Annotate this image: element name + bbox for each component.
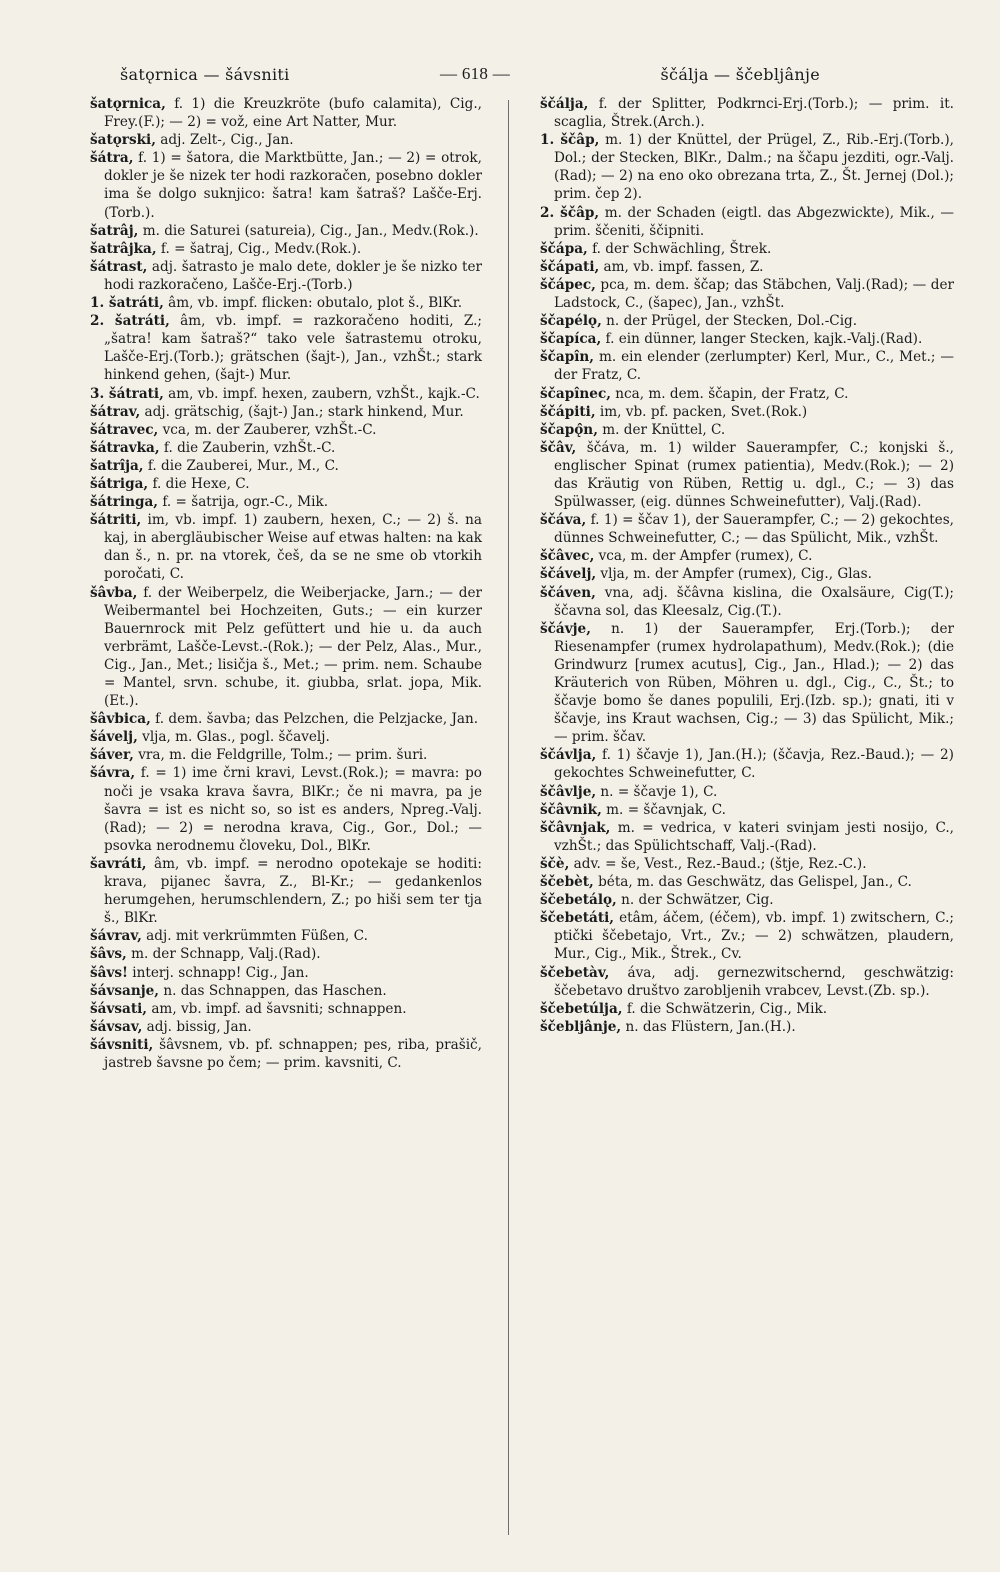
dictionary-entry: [540, 312, 954, 330]
entry-definition: béta, m. das Geschwätz, das Gelispel, Jan., C.: [593, 874, 912, 891]
dictionary-entry: [540, 330, 954, 348]
dictionary-entry: [540, 565, 954, 583]
entry-definition: im, vb. pf. packen, Svet.(Rok.): [595, 403, 808, 420]
dictionary-entry: [540, 620, 954, 747]
entry-headword: 1. šatráti,: [90, 295, 164, 312]
entry-definition: n. das Schnappen, das Haschen.: [159, 982, 387, 999]
entry-headword: ščebetàv,: [540, 964, 610, 981]
entry-definition: f. der Weiberpelz, die Weiberjacke, Jarn.; — der Weibermantel bei Hochzeiten, Guts.; — ein kurzer Bauernrock mit Pelz gefüttert und hie u. da auch verbrämt, Lašče-Levst.-(Rok.); — der Pelz, Alas., Mur., Cig., Jan., Met.; lisičja š., Met.; — prim. nem. Schaube = Mantel, srvn. schube, it. giubba, srlat. jopa, Mik.(Et.).: [104, 584, 482, 710]
dictionary-entry: [540, 385, 954, 403]
entry-definition: f. dem. šavba; das Pelzchen, die Pelzjacke, Jan.: [150, 711, 479, 728]
entry-definition: vlja, m. der Ampfer (rumex), Cig., Glas.: [596, 566, 872, 583]
entry-headword: šávrav,: [90, 928, 142, 945]
dictionary-entry: [90, 855, 482, 927]
dictionary-entry: [540, 131, 954, 203]
entry-headword: ščápati,: [540, 258, 600, 275]
dictionary-entry: [540, 1018, 954, 1036]
dictionary-entry: [90, 964, 482, 982]
dictionary-entry: [90, 1018, 482, 1036]
dictionary-entry: [540, 348, 954, 384]
dictionary-entry: [90, 927, 482, 945]
dictionary-entry: [540, 1000, 954, 1018]
entry-headword: šatǫrnica,: [90, 96, 166, 112]
entry-headword: šavráti,: [90, 855, 147, 872]
dictionary-entry: [540, 403, 954, 421]
entry-definition: ščáva, m. 1) wilder Sauerampfer, C.; konjski š., englischer Spinat (rumex patientia), Medv.(Rok.); — 2) das Kräutig von Rüben, Rettig u. dgl., C.; — 3) das Spülwasser, (eig. dünnes Schweinefutter), Valj.(Rad).: [554, 439, 954, 511]
entry-definition: m. der Knüttel, C.: [597, 421, 726, 438]
entry-headword: šátriga,: [90, 475, 149, 492]
dictionary-entry: [90, 1000, 482, 1018]
dictionary-entry: [540, 204, 954, 240]
dictionary-entry: [540, 511, 954, 547]
entry-definition: adj. šatrasto je malo dete, dokler je še nizko ter hodi razkoračeno, Lašče-Erj.-(Torb.): [104, 258, 482, 293]
entry-headword: ščâvlje,: [540, 783, 597, 800]
dictionary-entry: [540, 873, 954, 891]
dictionary-entry: [540, 855, 954, 873]
entry-headword: šáver,: [90, 747, 134, 764]
entry-definition: f. die Zauberei, Mur., M., C.: [143, 457, 339, 474]
entry-definition: nca, m. dem. ščapin, der Fratz, C.: [610, 385, 849, 402]
entry-headword: ščálja,: [540, 96, 589, 112]
entry-headword: ščapînec,: [540, 385, 611, 402]
entry-headword: šátrast,: [90, 258, 148, 275]
entry-headword: ščebetúlja,: [540, 1000, 623, 1017]
entry-definition: adv. = še, Vest., Rez.-Baud.; (štje, Rez.-C.).: [569, 855, 867, 872]
header-left: šatǫrnica — šávsniti: [120, 64, 290, 84]
dictionary-entry: [540, 421, 954, 439]
entry-definition: f. = 1) ime črni kravi, Levst.(Rok.); = mavra: po noči je vsaka krava šavra, BlKr.; če ni mavra, pa je šavra = ist es nicht so, so ist es anders, Npreg.-Valj. (Rad); — 2) = nerodna krava, Cig., Gor., Dol.; — psovka nerodnemu človeku, Dol., BlKr.: [104, 765, 482, 854]
entry-headword: šatrâjka,: [90, 240, 157, 257]
entry-definition: m. die Saturei (satureia), Cig., Jan., Medv.(Rok.).: [138, 222, 479, 239]
dictionary-entry: [540, 584, 954, 620]
entry-definition: vca, m. der Ampfer (rumex), C.: [594, 548, 813, 565]
entry-definition: etâm, áčem, (éčem), vb. impf. 1) zwitschern, C.; ptički ščebetajo, Vrt., Zv.; — 2) schwätzen, plaudern, Mur., Cig., Mik., Štrek., Cv.: [554, 910, 954, 963]
dictionary-entry: [90, 258, 482, 294]
entry-definition: âm, vb. impf. = razkoračeno hoditi, Z.; „šatra! kam šatraš?“ tako vele šatrastemu otroku, Lašče-Erj.(Torb.); grätschen (šajt-), Jan., vzhŠt.; stark hinkend gehen, (šajt-) Mur.: [104, 313, 482, 384]
dictionary-entry: [90, 982, 482, 1000]
dictionary-entry: [90, 457, 482, 475]
entry-headword: ščâv,: [540, 439, 577, 456]
entry-headword: šâvba,: [90, 584, 138, 601]
entry-headword: ščebljânje,: [540, 1018, 622, 1035]
dictionary-entry: [90, 95, 482, 131]
entry-headword: ščebetáti,: [540, 910, 614, 927]
entry-headword: ščávelj,: [540, 566, 597, 583]
entry-headword: šávra,: [90, 765, 136, 782]
entry-headword: šâvs,: [90, 946, 127, 963]
entry-definition: f. der Schwächling, Štrek.: [587, 240, 772, 257]
entry-headword: ščebèt,: [540, 874, 594, 891]
dictionary-entry: [90, 493, 482, 511]
entry-definition: adj. mit verkrümmten Füßen, C.: [141, 928, 368, 945]
entry-headword: šátriti,: [90, 512, 142, 529]
dictionary-entry: [540, 783, 954, 801]
dictionary-entry: [90, 294, 482, 312]
entry-definition: f. der Splitter, Podkrnci-Erj.(Torb.); — prim. it. scaglia, Štrek.(Arch.).: [554, 96, 954, 131]
dictionary-entry: [540, 240, 954, 258]
entry-headword: ščapélǫ,: [540, 313, 602, 330]
entry-headword: 2. šatráti,: [90, 313, 170, 330]
dictionary-entry: [540, 547, 954, 565]
entry-definition: vlja, m. Glas., pogl. ščavelj.: [137, 729, 330, 746]
entry-headword: ščáva,: [540, 512, 587, 529]
dictionary-entry: [540, 891, 954, 909]
dictionary-entry: [90, 764, 482, 854]
column-divider: [508, 100, 509, 1535]
entry-headword: šátrav,: [90, 403, 141, 420]
dictionary-entry: [540, 95, 954, 131]
entry-headword: ščâvnjak,: [540, 819, 611, 836]
entry-definition: f. die Zauberin, vzhŠt.-C.: [159, 439, 336, 456]
entry-headword: šâvbica,: [90, 711, 151, 728]
entry-definition: n. 1) der Sauerampfer, Erj.(Torb.); der Riesenampfer (rumex hydrolapathum), Medv.(Rok.); (die Grindwurz [rumex acutus], Cig., Jan., Hlad.); — 2) das Kräuterich von Rüben, Möhren u. dgl., Cig., C., Št.; to ščavje bomo še danes populili, Erj.(Izb. sp.); gnati, iti v ščavje, ins Kraut wachsen, Cig.; — 3) das Spülicht, Mik.; — prim. ščav.: [554, 620, 954, 746]
dictionary-entry: [90, 312, 482, 384]
right-column: [540, 95, 954, 1036]
entry-headword: šávsav,: [90, 1018, 143, 1035]
entry-definition: m. ein elender (zerlumpter) Kerl, Mur., C., Met.; — der Fratz, C.: [554, 349, 954, 384]
dictionary-entry: [90, 945, 482, 963]
entry-headword: šâvs!: [90, 964, 128, 981]
entry-definition: vna, adj. ščâvna kislina, die Oxalsäure, Cig(T.); ščavna sol, das Kleesalz, Cig.(T.).: [554, 584, 954, 619]
entry-headword: ščâvec,: [540, 548, 595, 565]
entry-definition: f. = šatrija, ogr.-C., Mik.: [158, 494, 329, 511]
dictionary-entry: [90, 421, 482, 439]
entry-headword: ščápec,: [540, 276, 596, 293]
entry-definition: m. 1) der Knüttel, der Prügel, Z., Rib.-Erj.(Torb.), Dol.; der Stecken, BlKr., Dalm.; na ščapu jezditi, ogr.-Valj.(Rad); — 2) na eno oko obrezana trta, Z., Št. Jernej (Dol.); prim. čep 2).: [554, 132, 954, 203]
entry-definition: im, vb. impf. 1) zaubern, hexen, C.; — 2) š. na kaj, in abergläubischer Weise auf etwas halten: na kak dan š., n. pr. na vtorek, češ, da se ne sme ob vtorkih poročati, C.: [104, 512, 482, 583]
entry-definition: adj. Zelt-, Cig., Jan.: [155, 132, 294, 149]
entry-definition: f. = šatraj, Cig., Medv.(Rok.).: [156, 240, 362, 257]
entry-definition: šâvsnem, vb. pf. schnappen; pes, riba, prašič, jastreb šavsne po čem; — prim. kavsniti, C.: [104, 1036, 482, 1071]
entry-definition: f. die Schwätzerin, Cig., Mik.: [622, 1000, 828, 1017]
dictionary-entry: [540, 801, 954, 819]
entry-definition: f. die Hexe, C.: [148, 475, 250, 492]
entry-headword: ščápiti,: [540, 403, 596, 420]
dictionary-entry: [90, 131, 482, 149]
dictionary-entry: [540, 276, 954, 312]
entry-definition: f. 1) ščavje 1), Jan.(H.); (ščavja, Rez.-Baud.); — 2) gekochtes Schweinefutter, C.: [554, 747, 954, 782]
dictionary-entry: [90, 475, 482, 493]
entry-headword: šávelj,: [90, 729, 138, 746]
entry-definition: n. das Flüstern, Jan.(H.).: [621, 1018, 796, 1035]
entry-definition: am, vb. impf. ad šavsniti; schnappen.: [147, 1000, 407, 1017]
entry-definition: interj. schnapp! Cig., Jan.: [127, 964, 309, 981]
entry-headword: šávsanje,: [90, 982, 160, 999]
dictionary-entry: [90, 728, 482, 746]
dictionary-entry: [90, 511, 482, 583]
entry-definition: f. 1) = šatora, die Marktbütte, Jan.; — 2) = otrok, dokler je še nizek ter hodi razkoračen, posebno dokler ima še dolgo suknjico: šatra! kam šatraš? Lašče-Erj. (Torb.).: [104, 150, 482, 221]
entry-definition: m. der Schnapp, Valj.(Rad).: [126, 946, 321, 963]
entry-definition: adj. grätschig, (šajt-) Jan.; stark hinkend, Mur.: [140, 403, 464, 420]
entry-definition: áva, adj. gernezwitschernd, geschwätzig: ščebetavo društvo zarobljenih vrabcev, Levst.(Zb. sp.).: [554, 964, 954, 999]
entry-headword: ščè,: [540, 855, 570, 872]
entry-definition: n. = ščavje 1), C.: [596, 783, 718, 800]
entry-definition: âm, vb. impf. flicken: obutalo, plot š., BlKr.: [163, 295, 463, 312]
entry-definition: pca, m. dem. ščap; das Stäbchen, Valj.(Rad); — der Ladstock, C., (šapec), Jan., vzhŠt.: [554, 276, 954, 312]
entry-headword: šatrâj,: [90, 222, 139, 239]
entry-headword: šávsati,: [90, 1000, 147, 1017]
dictionary-entry: [540, 746, 954, 782]
entry-definition: f. 1) die Kreuzkröte (bufo calamita), Cig., Frey.(F.); — 2) = vož, eine Art Natter, Mur.: [104, 96, 482, 131]
entry-definition: vra, m. die Feldgrille, Tolm.; — prim. šuri.: [133, 747, 428, 764]
page-number: — 618 —: [439, 64, 511, 83]
entry-headword: šátravec,: [90, 421, 159, 438]
dictionary-entry: [90, 439, 482, 457]
entry-headword: šávsniti,: [90, 1036, 154, 1053]
entry-definition: f. 1) = ščav 1), der Sauerampfer, C.; — 2) gekochtes, dünnes Schweinefutter, C.; — das Spülicht, Mik., vzhŠt.: [554, 512, 954, 547]
entry-headword: šátringa,: [90, 494, 158, 511]
dictionary-entry: [90, 222, 482, 240]
dictionary-entry: [90, 1036, 482, 1072]
dictionary-entry: [540, 439, 954, 511]
dictionary-entry: [90, 584, 482, 711]
entry-headword: ščebetálǫ,: [540, 892, 617, 909]
entry-definition: am, vb. impf. fassen, Z.: [599, 258, 764, 275]
entry-headword: 2. ščâp,: [540, 204, 600, 221]
entry-definition: vca, m. der Zauberer, vzhŠt.-C.: [158, 421, 377, 438]
left-column: [90, 95, 482, 1072]
dictionary-entry: [90, 403, 482, 421]
dictionary-entry: [90, 240, 482, 258]
dictionary-entry: [90, 385, 482, 403]
entry-definition: f. ein dünner, langer Stecken, kajk.-Valj.(Rad).: [601, 331, 923, 348]
entry-headword: 3. šátrati,: [90, 385, 164, 402]
entry-definition: âm, vb. impf. = nerodno opotekaje se hoditi: krava, pijanec šavra, Z., Bl-Kr.; — gedankenlos herumgehen, herumschlendern, Z.; po hiši sem ter tja š., BlKr.: [104, 855, 482, 927]
entry-headword: šátra,: [90, 150, 134, 167]
entry-definition: adj. bissig, Jan.: [142, 1018, 252, 1035]
entry-headword: ščapíca,: [540, 331, 602, 348]
dictionary-entry: [540, 819, 954, 855]
entry-definition: m. der Schaden (eigtl. das Abgezwickte), Mik., — prim. ščeniti, ščipniti.: [554, 204, 954, 239]
entry-headword: šatrîja,: [90, 457, 144, 474]
entry-definition: am, vb. impf. hexen, zaubern, vzhŠt., kajk.-C.: [163, 385, 480, 402]
entry-definition: n. der Prügel, der Stecken, Dol.-Cig.: [601, 313, 858, 330]
entry-headword: ščápa,: [540, 240, 588, 257]
entry-definition: m. = vedrica, v kateri svinjam jesti nosijo, C., vzhŠt.; das Spülichtschaff, Valj.-(Rad).: [554, 819, 954, 854]
dictionary-entry: [90, 710, 482, 728]
dictionary-entry: [90, 149, 482, 221]
entry-definition: m. = ščavnjak, C.: [601, 801, 726, 818]
entry-headword: šatǫrski,: [90, 132, 156, 149]
running-header: [120, 62, 820, 86]
entry-headword: ščávlja,: [540, 747, 597, 764]
entry-headword: šátravka,: [90, 439, 160, 456]
entry-headword: ščáven,: [540, 584, 596, 601]
entry-headword: 1. ščâp,: [540, 132, 600, 149]
dictionary-entry: [540, 909, 954, 963]
entry-definition: n. der Schwätzer, Cig.: [616, 892, 774, 909]
entry-headword: ščávje,: [540, 620, 591, 637]
dictionary-entry: [90, 746, 482, 764]
entry-headword: ščapǫ̂n,: [540, 421, 598, 438]
entry-headword: ščâvnik,: [540, 801, 602, 818]
dictionary-entry: [540, 964, 954, 1000]
dictionary-entry: [540, 258, 954, 276]
header-right: ščálja — ščebljânje: [660, 64, 820, 84]
entry-headword: ščapîn,: [540, 349, 595, 366]
